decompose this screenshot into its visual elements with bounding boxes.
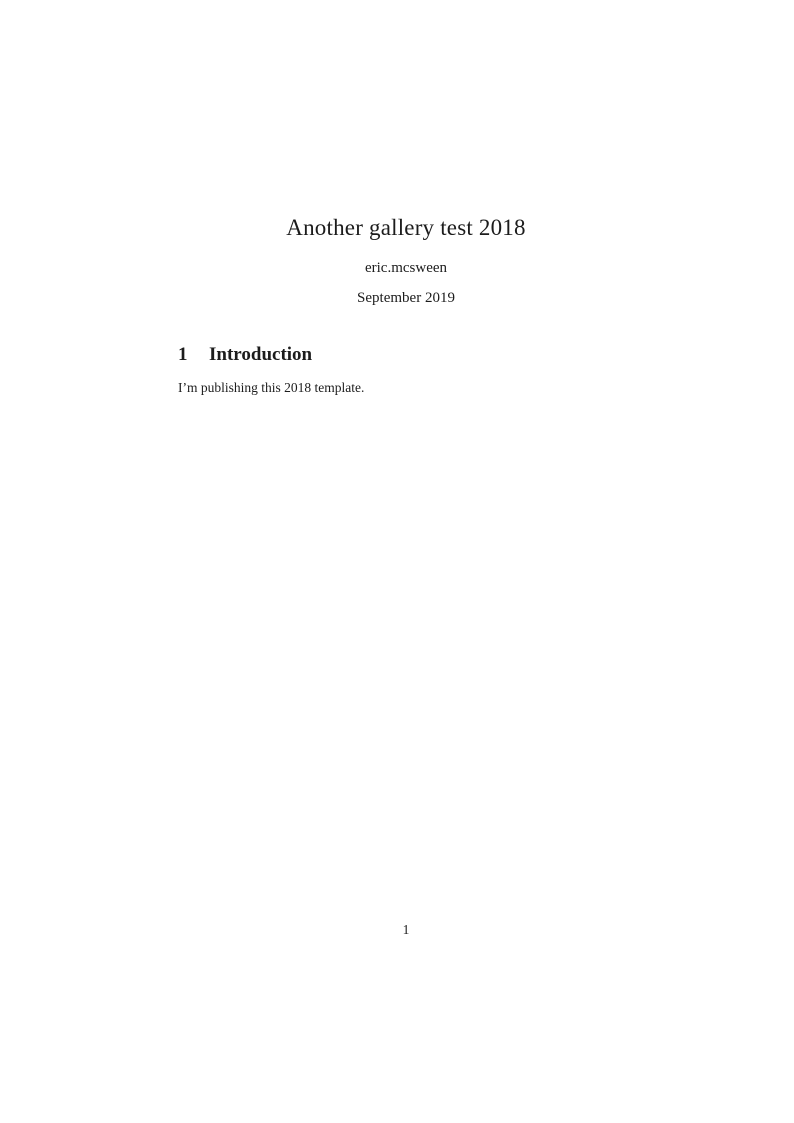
document-date: September 2019 xyxy=(357,290,455,306)
paragraph: I’m publishing this 2018 template. xyxy=(178,380,365,395)
section-heading xyxy=(178,344,634,366)
page-number: 1 xyxy=(402,922,410,937)
document-title: Another gallery test 2018 xyxy=(286,215,526,240)
section-title: Introduction xyxy=(209,344,313,365)
section-number: 1 xyxy=(178,344,188,365)
document-author: eric.mcsween xyxy=(364,260,448,276)
